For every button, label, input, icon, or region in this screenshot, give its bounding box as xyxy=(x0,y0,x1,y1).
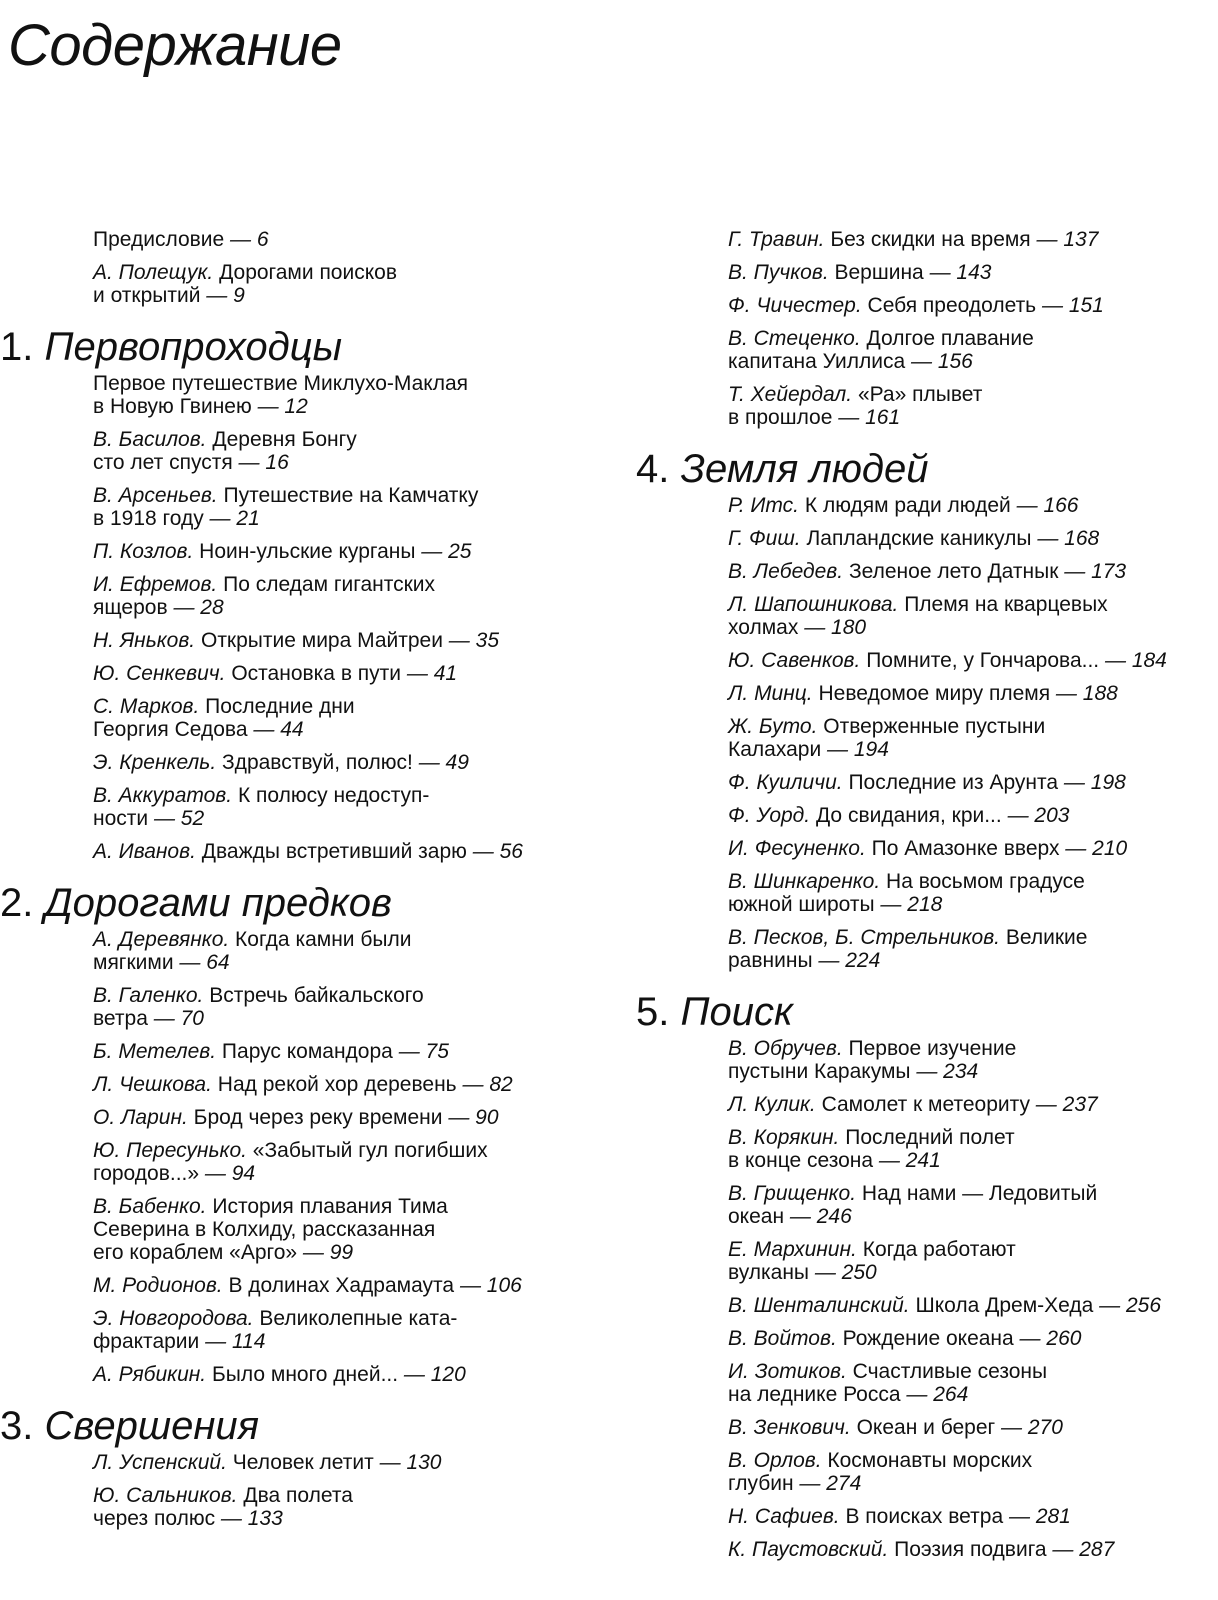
entry-dash: — xyxy=(821,738,854,761)
entry-dash: — xyxy=(398,1363,431,1386)
toc-entry xyxy=(728,1182,1211,1228)
toc-entry xyxy=(93,1307,600,1353)
entry-dash: — xyxy=(905,350,938,373)
entry-dash: — xyxy=(1031,527,1065,550)
toc-entry xyxy=(728,1327,1211,1350)
toc-entry xyxy=(728,494,1211,517)
entry-title: Путешествие на Камчатку в 1918 году xyxy=(93,484,479,530)
toc-entry xyxy=(728,593,1211,639)
entry-page-number: 21 xyxy=(236,507,260,530)
entry-title: Поэзия подвига xyxy=(894,1538,1047,1561)
entry-page-number: 151 xyxy=(1068,294,1104,317)
section-title: Дорогами предков xyxy=(44,881,392,925)
toc-entry xyxy=(93,228,600,251)
entry-title: К людям ради людей xyxy=(804,494,1011,517)
entry-title: Первое изучение пустыни Каракумы xyxy=(728,1037,1017,1083)
entry-page-number: 281 xyxy=(1035,1505,1071,1528)
entry-dash: — xyxy=(995,1416,1028,1439)
entry-title: В долинах Хадрамаута xyxy=(228,1274,455,1297)
entry-dash: — xyxy=(167,596,201,619)
entry-page-number: 130 xyxy=(406,1451,442,1474)
entry-title: Остановка в пути xyxy=(231,662,402,685)
entry-author: В. Песков, Б. Стрельников. xyxy=(728,926,1000,949)
entry-author: В. Орлов. xyxy=(728,1449,822,1472)
entry-dash: — xyxy=(247,718,281,741)
entry-page-number: 120 xyxy=(430,1363,466,1386)
entry-page-number: 52 xyxy=(180,807,205,830)
entry-dash: — xyxy=(1058,771,1091,794)
toc-entry xyxy=(93,629,600,652)
entry-page-number: 241 xyxy=(905,1149,941,1172)
toc-entry xyxy=(728,1449,1211,1495)
entry-page-number: 56 xyxy=(499,840,523,863)
entry-dash: — xyxy=(1003,1505,1036,1528)
toc-entry xyxy=(728,1416,1211,1439)
entry-author: Ф. Куиличи. xyxy=(728,771,843,794)
entry-dash: — xyxy=(199,1162,232,1185)
entry-title: Брод через реку времени xyxy=(193,1106,443,1129)
entry-title: Ноин-ульские курганы xyxy=(199,540,416,563)
entry-dash: — xyxy=(454,1274,487,1297)
toc-entry xyxy=(93,1040,600,1063)
entry-author: В. Басилов. xyxy=(93,428,207,451)
entry-author: И. Ефремов. xyxy=(93,573,218,596)
section-title: Свершения xyxy=(44,1404,259,1448)
toc-entry xyxy=(93,928,600,974)
entry-title: Помните, у Гончарова... xyxy=(866,649,1100,672)
entry-title: Здравствуй, полюс! xyxy=(222,751,413,774)
entry-author: В. Стеценко. xyxy=(728,327,861,350)
toc-entry xyxy=(728,560,1211,583)
section-title: Поиск xyxy=(680,990,793,1034)
section-heading xyxy=(636,447,1211,491)
section-heading xyxy=(0,1404,600,1448)
entry-author: В. Обручев. xyxy=(728,1037,843,1060)
toc-entry xyxy=(728,1538,1211,1561)
section-number: 2. xyxy=(0,881,34,925)
entry-dash: — xyxy=(1030,228,1064,251)
toc-entry xyxy=(728,383,1211,429)
toc-entry xyxy=(93,484,600,530)
entry-title: Зеленое лето Датнык xyxy=(848,560,1059,583)
entry-page-number: 133 xyxy=(247,1507,283,1530)
entry-author: Л. Успенский. xyxy=(93,1451,227,1474)
entry-page-number: 114 xyxy=(231,1330,266,1353)
entry-title: Два полета через полюс xyxy=(93,1484,353,1530)
toc-entry xyxy=(728,294,1211,317)
entry-title: Лапландские каникулы xyxy=(806,527,1032,550)
entry-author: С. Марков. xyxy=(93,695,200,718)
entry-author: В. Аккуратов. xyxy=(93,784,233,807)
entry-dash: — xyxy=(910,1060,944,1083)
entry-title: Вершина xyxy=(834,261,924,284)
entry-author: В. Корякин. xyxy=(728,1126,840,1149)
entry-dash: — xyxy=(203,507,237,530)
entry-author: Л. Шапошникова. xyxy=(728,593,899,616)
entry-page-number: 94 xyxy=(231,1162,256,1185)
entry-page-number: 173 xyxy=(1091,560,1127,583)
entry-page-number: 166 xyxy=(1043,494,1079,517)
entry-author: Б. Метелев. xyxy=(93,1040,217,1063)
entry-title: Над рекой хор деревень xyxy=(217,1073,457,1096)
entry-dash: — xyxy=(1013,1327,1047,1350)
entry-author: О. Ларин. xyxy=(93,1106,188,1129)
entry-dash: — xyxy=(809,1261,842,1284)
entry-title: «Забытый гул погибших городов...» xyxy=(93,1139,488,1185)
toc-entry xyxy=(728,527,1211,550)
entry-author: Ф. Чичестер. xyxy=(728,294,862,317)
entry-title: Предисловие xyxy=(93,228,225,251)
entry-dash: — xyxy=(147,1007,181,1030)
section-number: 1. xyxy=(0,325,34,369)
toc-left-column xyxy=(0,228,600,1540)
entry-author: Н. Яньков. xyxy=(93,629,196,652)
entry-page-number: 250 xyxy=(841,1261,877,1284)
toc-entry xyxy=(93,1106,600,1129)
entry-author: И. Зотиков. xyxy=(728,1360,847,1383)
entry-dash: — xyxy=(812,949,846,972)
section-title: Первопроходцы xyxy=(44,325,343,369)
entry-title: Парус командора xyxy=(221,1040,393,1063)
toc-entry xyxy=(728,1126,1211,1172)
entry-page-number: 25 xyxy=(448,540,472,563)
section-entries xyxy=(636,1037,1211,1561)
entry-dash: — xyxy=(784,1205,817,1228)
entry-page-number: 168 xyxy=(1064,527,1100,550)
section-number: 4. xyxy=(636,447,670,491)
toc-entry xyxy=(93,428,600,474)
entry-page-number: 9 xyxy=(233,284,245,307)
toc-entry xyxy=(93,1484,600,1530)
entry-page-number: 106 xyxy=(486,1274,522,1297)
entry-dash: — xyxy=(1029,1093,1063,1116)
entry-author: П. Козлов. xyxy=(93,540,194,563)
entry-dash: — xyxy=(373,1451,407,1474)
entry-author: Э. Кренкель. xyxy=(93,751,217,774)
toc-entry xyxy=(728,1505,1211,1528)
entry-title: Дорогами поисков и открытий xyxy=(93,261,397,307)
toc-entry xyxy=(728,1093,1211,1116)
entry-page-number: 64 xyxy=(206,951,230,974)
entry-title: Рождение океана xyxy=(842,1327,1014,1350)
entry-dash: — xyxy=(224,228,257,251)
entry-author: Л. Кулик. xyxy=(728,1093,816,1116)
entry-author: А. Деревянко. xyxy=(93,928,230,951)
entry-author: В. Арсеньев. xyxy=(93,484,218,507)
toc-entry xyxy=(93,840,600,863)
entry-page-number: 99 xyxy=(329,1241,354,1264)
entry-author: А. Иванов. xyxy=(93,840,196,863)
entry-title: В поисках ветра xyxy=(845,1505,1004,1528)
toc-entry xyxy=(728,837,1211,860)
entry-author: В. Шенталинский. xyxy=(728,1294,910,1317)
toc-entry xyxy=(728,1037,1211,1083)
toc-entry xyxy=(93,751,600,774)
entry-author: В. Пучков. xyxy=(728,261,829,284)
entry-page-number: 28 xyxy=(200,596,224,619)
toc-entry xyxy=(93,540,600,563)
section-entries xyxy=(636,494,1211,972)
entry-dash: — xyxy=(874,893,908,916)
section-heading xyxy=(636,990,1211,1034)
toc-entry xyxy=(93,1073,600,1096)
toc-entry xyxy=(728,649,1211,672)
entry-dash: — xyxy=(442,1106,476,1129)
entry-page-number: 180 xyxy=(831,616,867,639)
toc-entry xyxy=(93,261,600,307)
entry-page-number: 82 xyxy=(489,1073,513,1096)
entry-author: В. Зенкович. xyxy=(728,1416,851,1439)
entry-page-number: 287 xyxy=(1079,1538,1115,1561)
entry-page-number: 264 xyxy=(933,1383,969,1406)
entry-page-number: 143 xyxy=(956,261,992,284)
entry-author: И. Фесуненко. xyxy=(728,837,866,860)
entry-dash: — xyxy=(1099,649,1132,672)
entry-author: Л. Минц. xyxy=(728,682,813,705)
entry-dash: — xyxy=(442,629,476,652)
entry-title: На восьмом градусе южной широты xyxy=(728,870,1085,916)
entry-dash: — xyxy=(232,451,266,474)
section-number: 5. xyxy=(636,990,670,1034)
entry-page-number: 156 xyxy=(937,350,973,373)
entry-page-number: 35 xyxy=(475,629,499,652)
toc-entry xyxy=(93,784,600,830)
entry-author: Е. Мархинин. xyxy=(728,1238,857,1261)
entry-author: В. Лебедев. xyxy=(728,560,844,583)
entry-title: Деревня Бонгу сто лет спустя xyxy=(93,428,357,474)
entry-author: Ю. Пересунько. xyxy=(93,1139,247,1162)
section-entries xyxy=(0,928,600,1386)
entry-title: История плавания Тима Северина в Колхиду, рассказанная его кораблем «Арго» xyxy=(93,1195,448,1264)
entry-author: Г. Травин. xyxy=(728,228,825,251)
entry-title: Великие равнины xyxy=(728,926,1088,972)
entry-dash: — xyxy=(873,1149,906,1172)
entry-author: В. Грищенко. xyxy=(728,1182,857,1205)
section-heading xyxy=(0,325,600,369)
entry-dash: — xyxy=(1059,837,1093,860)
section-heading xyxy=(0,881,600,925)
entry-dash: — xyxy=(1010,494,1044,517)
entry-dash: — xyxy=(798,616,832,639)
entry-title: По Амазонке вверх xyxy=(871,837,1060,860)
entry-dash: — xyxy=(199,1330,232,1353)
page-title: Содержание xyxy=(8,13,342,78)
entry-page-number: 161 xyxy=(865,406,901,429)
entry-page-number: 224 xyxy=(845,949,881,972)
entry-dash: — xyxy=(412,751,446,774)
entry-page-number: 188 xyxy=(1082,682,1118,705)
entry-page-number: 70 xyxy=(180,1007,204,1030)
entry-dash: — xyxy=(1058,560,1092,583)
entry-title: Открытие мира Майтреи xyxy=(200,629,443,652)
entry-title: Последний полет в конце сезона xyxy=(728,1126,1015,1172)
entry-dash: — xyxy=(251,395,285,418)
entry-dash: — xyxy=(215,1507,248,1530)
entry-page-number: 246 xyxy=(816,1205,852,1228)
entry-page-number: 75 xyxy=(425,1040,449,1063)
entry-dash: — xyxy=(200,284,234,307)
entry-page-number: 41 xyxy=(433,662,458,685)
toc-entry xyxy=(728,870,1211,916)
toc-entry xyxy=(728,804,1211,827)
toc-entry xyxy=(93,984,600,1030)
entry-author: Р. Итс. xyxy=(728,494,800,517)
entry-page-number: 16 xyxy=(265,451,289,474)
entry-dash: — xyxy=(1046,1538,1080,1561)
entry-title: Дважды встретивший зарю xyxy=(201,840,467,863)
entry-page-number: 260 xyxy=(1046,1327,1082,1350)
entry-page-number: 274 xyxy=(826,1472,862,1495)
entry-dash: — xyxy=(297,1241,330,1264)
entry-author: Т. Хейердал. xyxy=(728,383,853,406)
entry-title: Человек летит xyxy=(232,1451,374,1474)
entry-author: В. Бабенко. xyxy=(93,1195,207,1218)
entry-title: Без скидки на время xyxy=(830,228,1031,251)
entry-dash: — xyxy=(173,951,207,974)
toc-entry xyxy=(728,1294,1211,1317)
entry-page-number: 256 xyxy=(1125,1294,1162,1317)
section-title: Земля людей xyxy=(680,447,929,491)
entry-dash: — xyxy=(415,540,449,563)
toc-entry xyxy=(728,1360,1211,1406)
entry-page-number: 49 xyxy=(445,751,469,774)
entry-page-number: 234 xyxy=(943,1060,979,1083)
entry-page-number: 6 xyxy=(256,228,269,251)
entry-dash: — xyxy=(392,1040,426,1063)
entry-title: Космонавты морских глубин xyxy=(728,1449,1033,1495)
entry-title: Когда камни были мягкими xyxy=(93,928,412,974)
toc-entry xyxy=(728,771,1211,794)
entry-author: Э. Новгородова. xyxy=(93,1307,254,1330)
entry-title: Встречь байкальского ветра xyxy=(93,984,424,1030)
entry-dash: — xyxy=(900,1383,934,1406)
continuation-entries xyxy=(636,228,1211,429)
entry-title: Неведомое миру племя xyxy=(818,682,1051,705)
toc-entry xyxy=(728,228,1211,251)
toc-entry xyxy=(728,715,1211,761)
entry-title: «Ра» плывет в прошлое xyxy=(728,383,983,429)
entry-dash: — xyxy=(1001,804,1035,827)
entry-title: По следам гигантских ящеров xyxy=(93,573,436,619)
entry-page-number: 194 xyxy=(853,738,889,761)
entry-dash: — xyxy=(466,840,500,863)
entry-page-number: 184 xyxy=(1131,649,1167,672)
entry-page-number: 137 xyxy=(1063,228,1099,251)
entry-dash: — xyxy=(148,807,181,830)
toc-entry xyxy=(93,1363,600,1386)
entry-page-number: 203 xyxy=(1034,804,1070,827)
toc-right-column xyxy=(636,228,1211,1571)
entry-dash: — xyxy=(1050,682,1083,705)
entry-author: В. Галенко. xyxy=(93,984,204,1007)
entry-page-number: 218 xyxy=(907,893,943,916)
entry-title: Океан и берег xyxy=(856,1416,996,1439)
entry-title: До свидания, кри... xyxy=(815,804,1002,827)
toc-entry xyxy=(728,926,1211,972)
entry-dash: — xyxy=(456,1073,490,1096)
entry-dash: — xyxy=(1093,1294,1126,1317)
toc-entry xyxy=(93,662,600,685)
entry-title: Долгое плавание капитана Уиллиса xyxy=(728,327,1034,373)
entry-title: Последние дни Георгия Седова xyxy=(93,695,355,741)
entry-title: Счастливые сезоны на леднике Росса xyxy=(728,1360,1048,1406)
entry-title: Первое путешествие Миклухо-Маклая в Новую Гвинею xyxy=(93,372,469,418)
entry-title: Племя на кварцевых холмах xyxy=(728,593,1108,639)
toc-entry xyxy=(93,695,600,741)
entry-author: Ю. Сенкевич. xyxy=(93,662,226,685)
entry-author: Ю. Сальников. xyxy=(93,1484,238,1507)
section-number: 3. xyxy=(0,1404,34,1448)
toc-entry xyxy=(728,1238,1211,1284)
intro-entries xyxy=(0,228,600,307)
toc-entry xyxy=(728,682,1211,705)
entry-author: Ф. Уорд. xyxy=(728,804,811,827)
toc-entry xyxy=(93,372,600,418)
toc-entry xyxy=(93,1139,600,1185)
entry-author: Ж. Буто. xyxy=(728,715,818,738)
entry-title: Отверженные пустыни Калахари xyxy=(728,715,1046,761)
section-entries xyxy=(0,372,600,863)
entry-author: А. Полещук. xyxy=(93,261,214,284)
entry-author: В. Шинкаренко. xyxy=(728,870,881,893)
entry-dash: — xyxy=(793,1472,827,1495)
entry-page-number: 210 xyxy=(1092,837,1128,860)
entry-dash: — xyxy=(923,261,957,284)
entry-page-number: 237 xyxy=(1062,1093,1098,1116)
entry-page-number: 198 xyxy=(1090,771,1126,794)
toc-entry xyxy=(93,1451,600,1474)
entry-title: Когда работают вулканы xyxy=(728,1238,1016,1284)
entry-title: К полюсу недоступ- ности xyxy=(93,784,430,830)
toc-entry xyxy=(728,261,1211,284)
entry-dash: — xyxy=(832,406,866,429)
entry-title: Школа Дрем-Хеда xyxy=(915,1294,1094,1317)
toc-entry xyxy=(93,573,600,619)
entry-title: Великолепные ката- фрактарии xyxy=(93,1307,458,1353)
entry-title: Самолет к метеориту xyxy=(821,1093,1030,1116)
toc-entry xyxy=(93,1274,600,1297)
entry-author: А. Рябикин. xyxy=(93,1363,207,1386)
entry-title: Последние из Арунта xyxy=(848,771,1059,794)
entry-author: В. Войтов. xyxy=(728,1327,837,1350)
entry-page-number: 12 xyxy=(284,395,308,418)
entry-author: Н. Сафиев. xyxy=(728,1505,840,1528)
section-entries xyxy=(0,1451,600,1530)
toc-entry xyxy=(728,327,1211,373)
entry-author: Ю. Савенков. xyxy=(728,649,861,672)
entry-author: Г. Фиш. xyxy=(728,527,801,550)
entry-dash: — xyxy=(1036,294,1069,317)
entry-title: Себя преодолеть xyxy=(867,294,1037,317)
entry-author: Л. Чешкова. xyxy=(93,1073,212,1096)
entry-title: Над нами — Ледовитый океан xyxy=(728,1182,1098,1228)
entry-page-number: 44 xyxy=(280,718,304,741)
entry-page-number: 90 xyxy=(475,1106,499,1129)
entry-dash: — xyxy=(401,662,434,685)
entry-title: Было много дней... xyxy=(212,1363,399,1386)
entry-page-number: 270 xyxy=(1027,1416,1063,1439)
entry-author: М. Родионов. xyxy=(93,1274,223,1297)
entry-author: К. Паустовский. xyxy=(728,1538,889,1561)
toc-entry xyxy=(93,1195,600,1264)
